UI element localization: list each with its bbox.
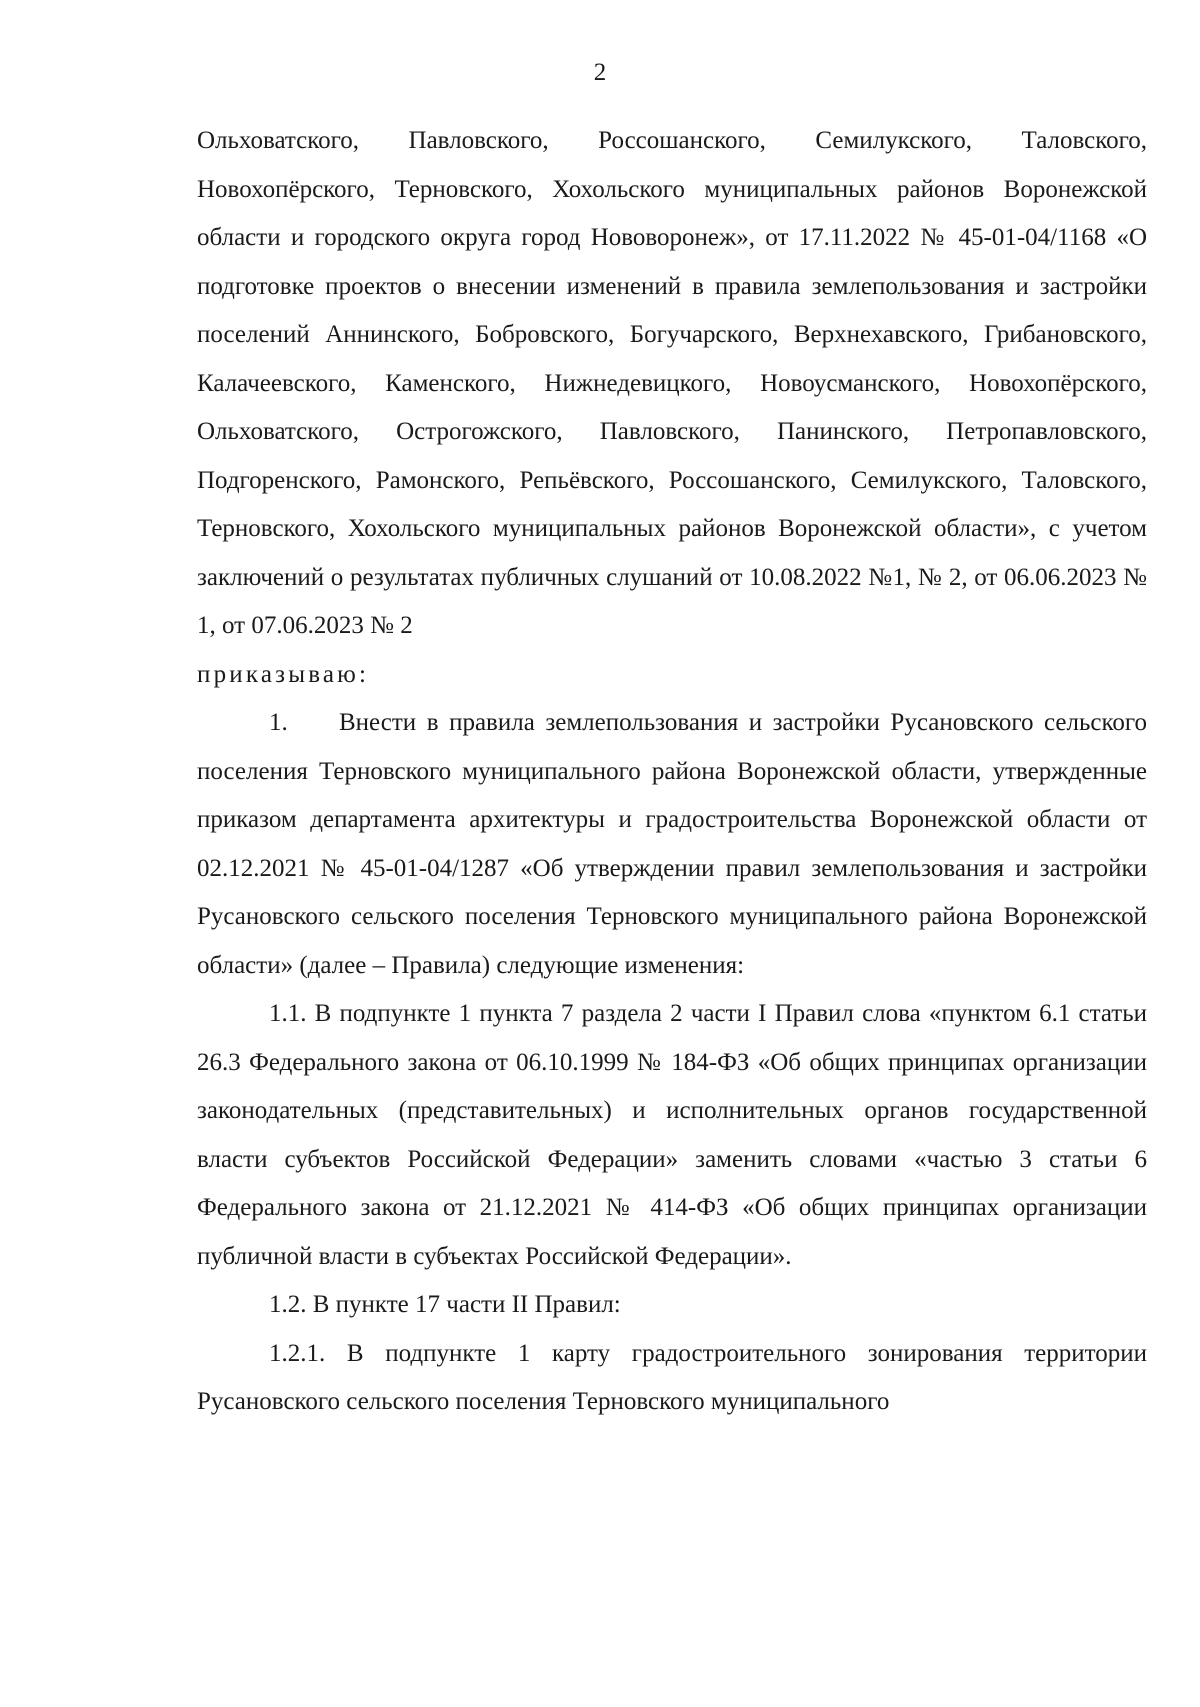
document-body [197, 117, 1147, 1427]
item-number: 1. [269, 709, 288, 736]
paragraph-item-1-1: 1.1. В подпункте 1 пункта 7 раздела 2 части I Правил слова «пунктом 6.1 статьи 26.3 Федерального закона от 06.10.1999 № 184-ФЗ «Об общих принципах организации законодательных (представительных) и исполнительных органов государственной власти субъектов Российской Федерации» заменить словами «частью 3 статьи 6 Федерального закона от 21.12.2021 № 414-ФЗ «Об общих принципах организации публичной власти в субъектах Российской Федерации». [197, 1000, 1147, 1270]
item-1-text: Внести в правила землепользования и застройки Русановского сельского поселения Терновского муниципального района Воронежской области, утвержденные приказом департамента архитектуры и градостроительства Воронежской области от 02.12.2021 № 45-01-04/1287 «Об утверждении правил землепользования и застройки Русановского сельского поселения Терновского муниципального района Воронежской области» (далее – Правила) следующие изменения: [197, 709, 1147, 979]
paragraph-item-1 [197, 699, 1147, 990]
paragraph-order-word: приказываю: [197, 660, 370, 688]
page-number: 2 [593, 59, 607, 86]
paragraph-preamble: Ольховатского, Павловского, Россошанского, Семилукского, Таловского, Новохопёрского, Терновского, Хохольского муниципальных районов Воронежской области и городского округа город Нововоронеж», от 17.11.2022 № 45-01-04/1168 «О подготовке проектов о внесении изменений в правила землепользования и застройки поселений Аннинского, Бобровского, Богучарского, Верхнехавского, Грибановского, Калачеевского, Каменского, Нижнедевицкого, Новоусманского, Новохопёрского, Ольховатского, Острогожского, Павловского, Панинского, Петропавловского, Подгоренского, Рамонского, Репьёвского, Россошанского, Семилукского, Таловского, Терновского, Хохольского муниципальных районов Воронежской области», с учетом заключений о результатах публичных слушаний от 10.08.2022 №1, № 2, от 06.06.2023 № 1, от 07.06.2023 № 2 [197, 127, 1147, 639]
paragraph-item-1-2-1: 1.2.1. В подпункте 1 карту градостроительного зонирования территории Русановского сельского поселения Терновского муниципального [197, 1339, 1147, 1415]
paragraph-item-1-2: 1.2. В пункте 17 части II Правил: [269, 1291, 621, 1318]
